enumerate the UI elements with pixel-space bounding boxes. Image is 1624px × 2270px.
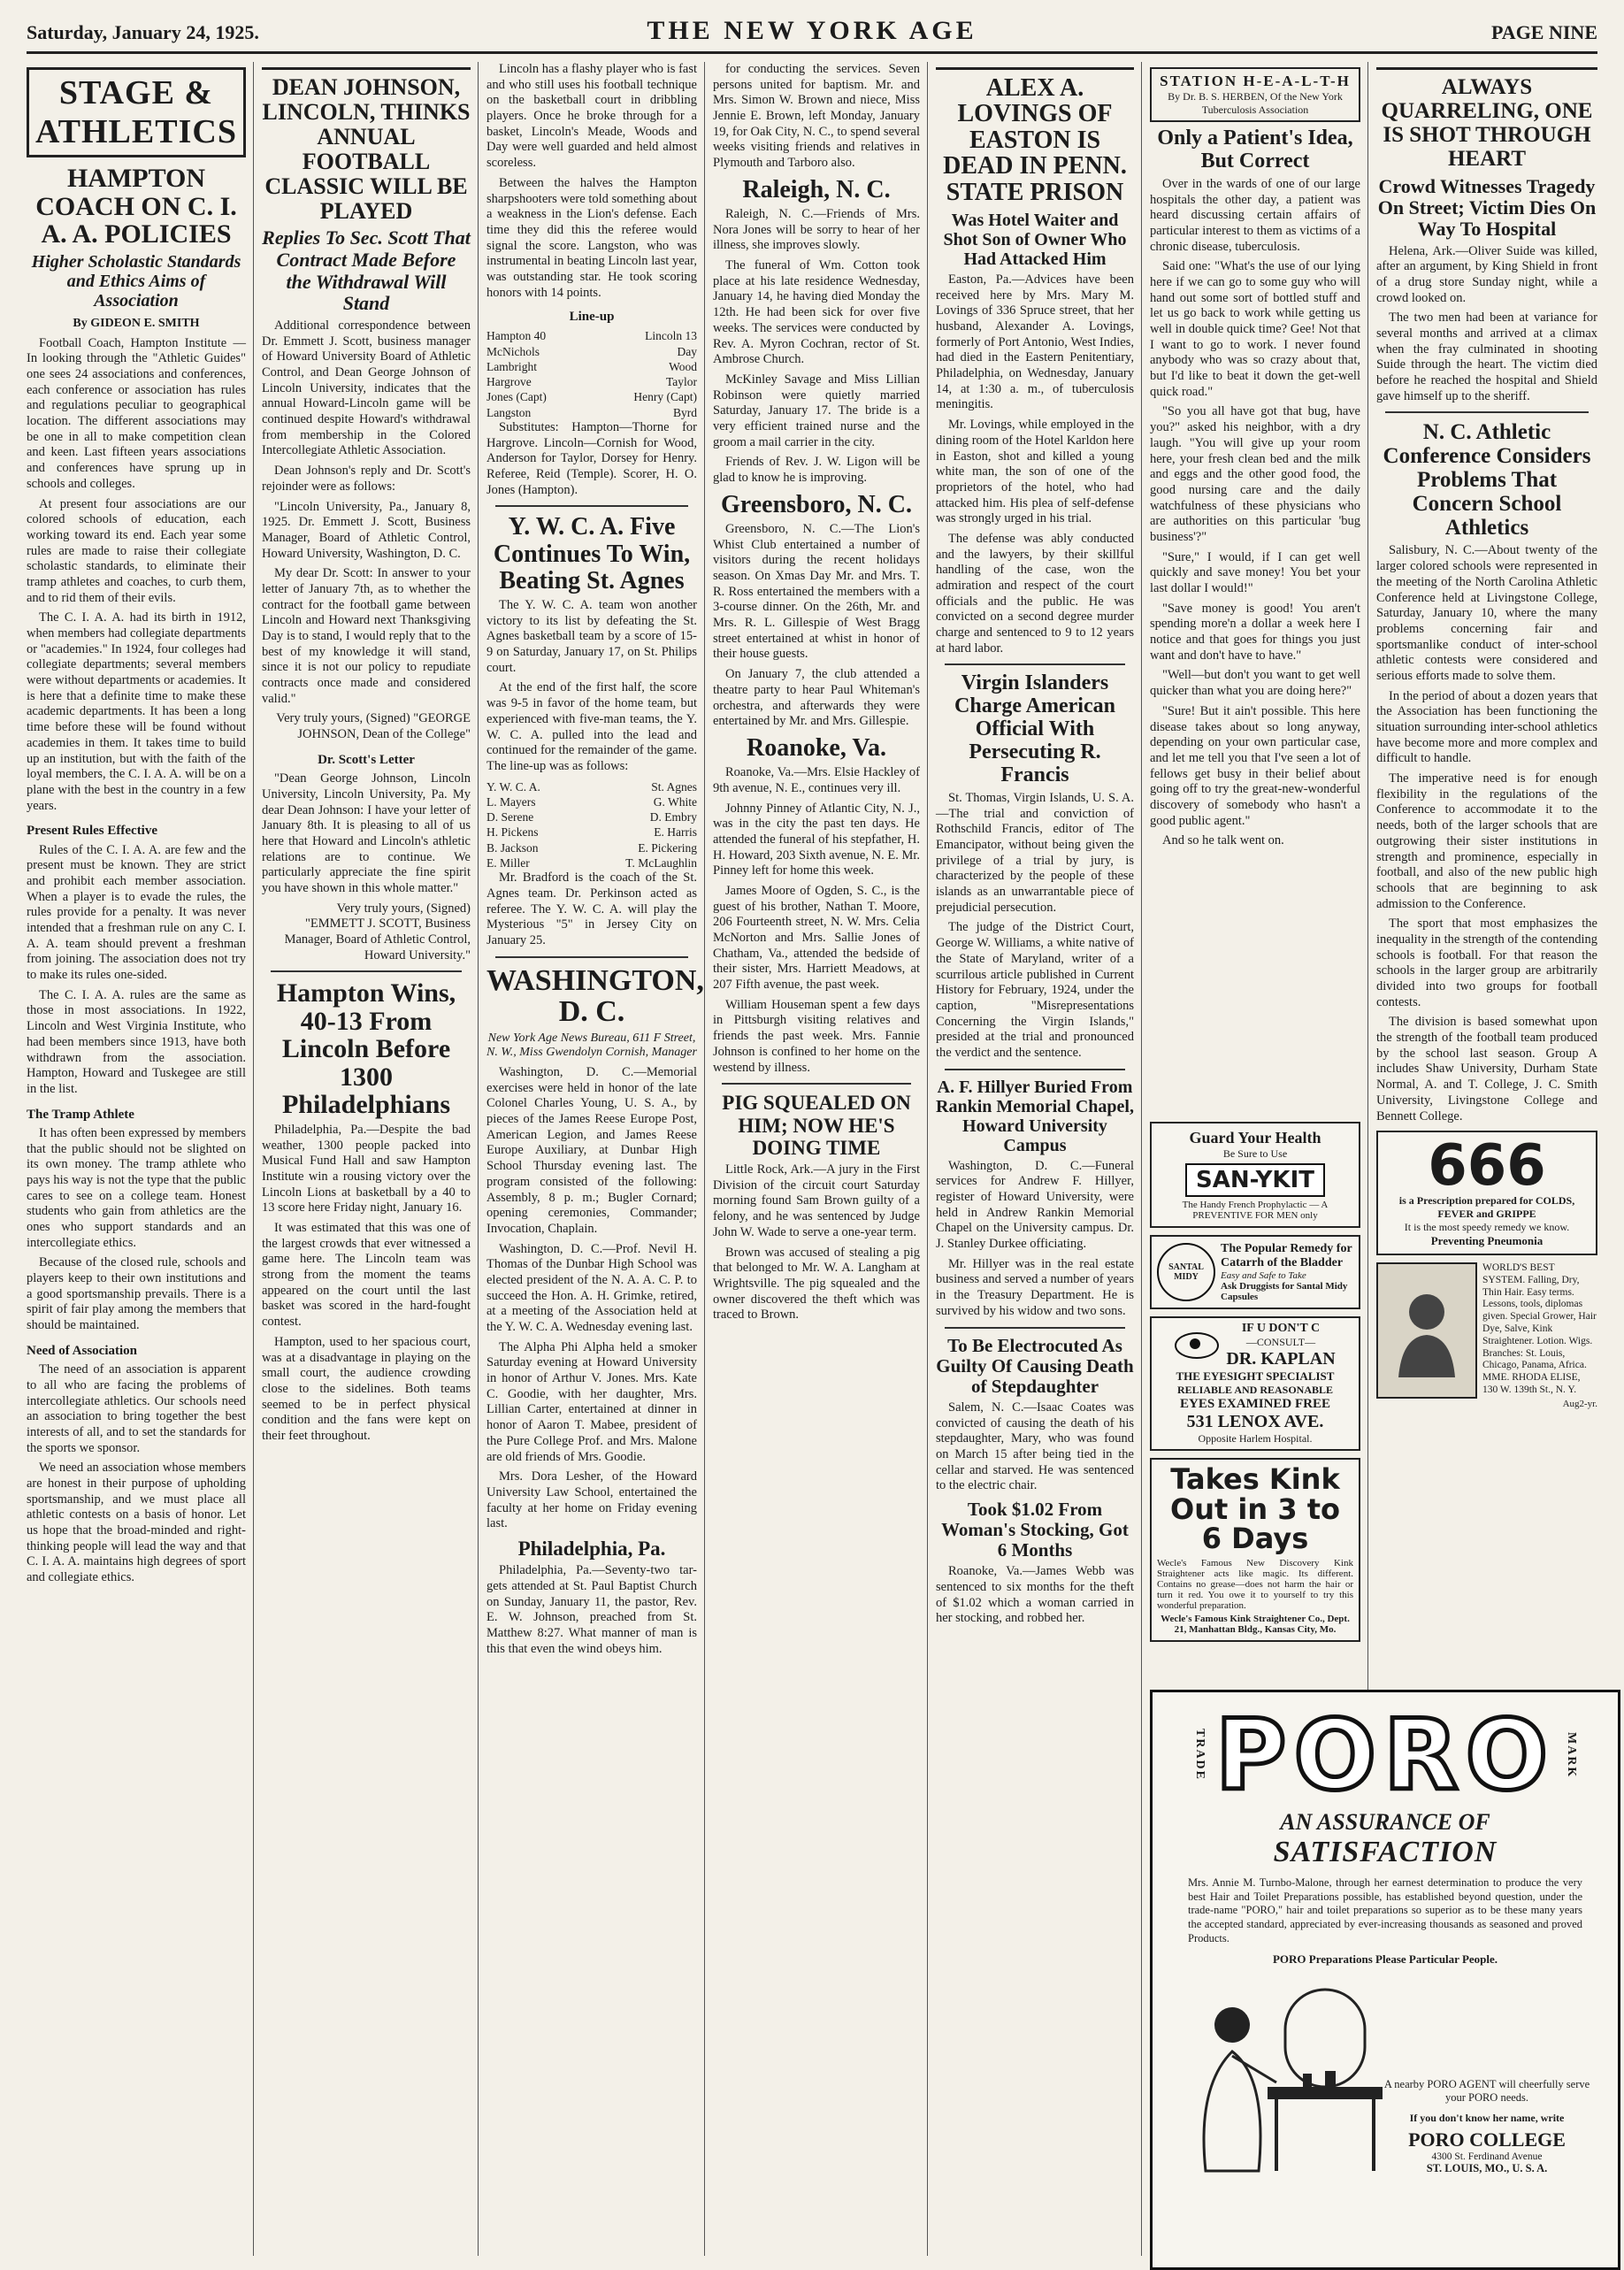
- subheadline: Higher Scholastic Standards and Ethics Aims of Association: [31, 251, 241, 311]
- paragraph: It has often been expressed by members that the public should not be slighted on its own money. The tramp athlete who pays his way is not the type that the public cares to see on a college team. Honest students who gain from athletics are the ones who support standards and an intercollegiate ethics.: [27, 1125, 246, 1250]
- ad-text: Ask Druggists for Santal Midy Capsules: [1221, 1281, 1348, 1302]
- lineup-row: [486, 359, 697, 374]
- paragraph: Washington, D. C.—Prof. Nevil H. Thomas of the Dunbar High School was elected president of the N. A. A. C. P. to succeed the Hon. A. H. Grimke, retired, at a meeting of the Association held at the Y. W. C. A. Wednesday evening last.: [486, 1241, 697, 1335]
- letter: My dear Dr. Scott: In answer to your letter of January 7th, as to whether the contract for the football game between Lincoln and Howard next Thanksgiving Day is to stand, I would reply that to the best of my knowledge it will stand, since it is not our policy to repudiate contracts once made and considered valid.": [262, 566, 471, 706]
- article-body: [936, 791, 1134, 1062]
- divider: [945, 663, 1125, 665]
- portrait-icon: [1376, 1262, 1477, 1399]
- headline-greensboro: Greensboro, N. C.: [721, 490, 912, 518]
- paragraph: Salem, N. C.—Isaac Coates was convicted of causing the death of his stepdaughter, Mary, who was found on March 15 after being tied in the cellar and starved. He was sentenced to the electric chair.: [936, 1400, 1134, 1493]
- paragraph: Hampton, used to her spacious court, was at a disadvantage in playing on the small court, the audience crowding close to the sidelines. Both teams seemed to be in perfect physical condition and the fans were kept on their feet throughout.: [262, 1334, 471, 1443]
- paragraph: Roanoke, Va.—Mrs. Elsie Hackley of 9th avenue, N. E., continues very ill.: [713, 765, 920, 795]
- lineup-row: [486, 389, 697, 404]
- article-body: [1376, 543, 1597, 1124]
- paragraph: McKinley Savage and Miss Lillian Robinson were quietly married Saturday, January 17. The bride is a very efficient trained nurse and the groom a mail carrier in the city.: [713, 372, 920, 449]
- lineup-player: Byrd: [673, 405, 697, 419]
- lineup-player: Jones (Capt): [486, 390, 547, 404]
- paragraph: Mr. Lovings, while employed in the dining room of the Hotel Karldon here in Easton, shot and killed a young white man, the son of one of the proprietors of the hotel, who had attacked him. His plea of self-defense was strongly urged in his trial.: [936, 418, 1134, 526]
- trademark-text: MARK: [1565, 1731, 1579, 1779]
- ad-dr-kaplan: [1150, 1316, 1360, 1451]
- paragraph: Mrs. Dora Lesher, of the Howard University Law School, entertained the faculty at her home on Friday evening last.: [486, 1469, 697, 1531]
- lineup-player: St. Agnes: [651, 779, 697, 794]
- column-rule: [253, 62, 254, 2256]
- paragraph: Rules of the C. I. A. A. are few and the present must be known. They are strict and prohibit each member association. When a player is to evade the rules, the rules provide for a penalty. It was never intended that a freshman rule on any C. I. A. A. team should prevent a freshman from joining. The association does not try to make its rules one-sided.: [27, 842, 246, 983]
- ad-brand: SAN-YKIT: [1185, 1163, 1325, 1197]
- divider: [945, 1327, 1125, 1329]
- ad-address: 4300 St. Ferdinand Avenue: [1431, 2151, 1543, 2163]
- lineup-player: E. Harris: [654, 825, 697, 840]
- headline-took-money: Took $1.02 From Woman's Stocking, Got 6 Months: [941, 1498, 1129, 1561]
- headline-hampton-wins: Hampton Wins, 40-13 From Lincoln Before 1300 Philadelphians: [276, 978, 456, 1120]
- headline-hampton-coach: HAMPTON COACH ON C. I. A. A. POLICIES: [35, 164, 237, 249]
- paragraph: The Alpha Phi Alpha held a smoker Saturday evening at Howard University in honor of Arthur V. Jones. Mrs. Kate C. Goodie, with her daughter, Mrs. Lillian Carter, entertained at dinner in honor of Aaron T. Mabee, president of the Pure College Prof. and Mrs. Malone are old friends of Mrs. Goodie.: [486, 1339, 697, 1464]
- lineup-player: L. Mayers: [486, 794, 536, 809]
- headline-roanoke: Roanoke, Va.: [747, 733, 886, 762]
- article-body: [713, 522, 920, 730]
- paragraph: Mr. Hillyer was in the real estate business and served a number of years in the Treasury Department. He is survived by his widow and two sons.: [936, 1256, 1134, 1318]
- subheading: The Tramp Athlete: [27, 1107, 134, 1122]
- lineup-player: Day: [677, 344, 697, 358]
- paragraph: The sport that most emphasizes the inequality in the strength of the contending schools is football. For that reason the schools in the larger group are arbitrarily divided into two groups for football contests.: [1376, 916, 1597, 1009]
- paragraph: Philadelphia, Pa.—Seventy-two tar-gets attended at St. Paul Baptist Church on Sunday, January 11, the pastor, Rev. E. W. Johnson, preached from St. Matthew 8:27. What manner of man is this that even the wind obeys him.: [486, 1563, 697, 1656]
- headline-hillyer: A. F. Hillyer Buried From Rankin Memorial Chapel, Howard University Campus: [936, 1077, 1134, 1155]
- lineup-row: [486, 779, 697, 794]
- lineup-row: [486, 794, 697, 809]
- article-body: [262, 1123, 471, 1445]
- lineup-table: [486, 779, 697, 871]
- trademark-text: TRADE: [1192, 1729, 1207, 1782]
- lineup-player: H. Pickens: [486, 825, 539, 840]
- paragraph: Raleigh, N. C.—Friends of Mrs. Nora Jones will be sorry to hear of her illness, she improves slowly.: [713, 207, 920, 253]
- masthead: [27, 12, 1597, 54]
- lineup-row: [486, 824, 697, 840]
- paragraph: Washington, D. C.—Memorial exercises were held in honor of the late Colonel Charles Young, U. S. A., by pieces of the James Reese Europe Post, American Legion, and James Reese Europe Auxiliary, at Dunbar High School Thursday evening last. The program consisted of the following: Assembly, 8 p. m.; Bugler Cornard; opening ceremonies, Commander; Invocation, Chaplain.: [486, 1065, 697, 1236]
- lineup-player: Henry (Capt): [633, 390, 697, 404]
- headline-pig-squealed: PIG SQUEALED ON HIM; NOW HE'S DOING TIME: [722, 1092, 911, 1159]
- paragraph: The division is based somewhat upon the strength of the football team produced by the school last season. Group A includes Shaw University, Durham State Normal, A. and T. College, J. C. Smith University, Livingstone College and Bennett College.: [1376, 1015, 1597, 1123]
- column-1: [27, 62, 246, 2256]
- newspaper-title: THE NEW YORK AGE: [647, 16, 977, 45]
- letter: "Dean George Johnson, Lincoln University, Lincoln University, Pa. My dear Dean Johnson: I have your letter of January 8th. It is pleasing to all of us here that Howard and Lincoln's athletic relations are to continue. We particularly appreciate the fine spirit you have shown in this whole matter.": [262, 771, 471, 895]
- paragraph: Washington, D. C.—Funeral services for Andrew F. Hillyer, register of Howard University, were held in Andrew Rankin Memorial Chapel on the University campus. Dr. J. Stanley Durkee officiating.: [936, 1158, 1134, 1252]
- column-6: [1150, 62, 1360, 1106]
- poro-wordmark: PORO: [1214, 1699, 1556, 1812]
- lineup-row: [486, 855, 697, 870]
- issue-date: Saturday, January 24, 1925.: [27, 21, 259, 43]
- lineup-player: Hargrove: [486, 375, 532, 389]
- column-rule: [1141, 62, 1142, 2256]
- paragraph: The two men had been at variance for several months and arrived at a climax when the fray culminated in shooting Suide through the heart. The victim died before he reached the hospital and Shield gave himself up to the sheriff.: [1376, 311, 1597, 403]
- paragraph: Little Rock, Ark.—A jury in the First Division of the circuit court Saturday morning found Sam Brown guilty of a felony, and he was sentenced by Judge John W. Wade to serve a one-year term.: [713, 1162, 920, 1239]
- article-body: [486, 870, 697, 948]
- section-heading: STAGE & ATHLETICS: [27, 67, 246, 157]
- ad-poro: [1150, 1690, 1620, 2270]
- paragraph: The Y. W. C. A. team won another victory to its list by defeating the St. Agnes basketball team by a score of 15-9 on Saturday, January 17, on St. Philips court.: [486, 598, 697, 675]
- article-body: [936, 272, 1134, 657]
- article-body: [486, 598, 697, 775]
- article-body: [1376, 244, 1597, 405]
- bureau-line: New York Age News Bureau, 611 F Street, N. W., Miss Gwendolyn Cornish, Manager: [486, 1031, 697, 1060]
- paragraph: Friends of Rev. J. W. Ligon will be glad to know he is improving.: [713, 455, 920, 486]
- paragraph: Because of the closed rule, schools and players keep to their own institutions and a good sportsmanship prevails. There is a spirit of fair play among the members that should be maintained.: [27, 1255, 246, 1333]
- paragraph: William Houseman spent a few days in Pittsburgh visiting relatives and friends the past week. Mrs. Fannie Johnson is confined to her home on the westend by illness.: [713, 997, 920, 1075]
- subheading: Present Rules Effective: [27, 824, 158, 839]
- article-body: [936, 1159, 1134, 1320]
- eye-icon: [1175, 1332, 1219, 1359]
- lineup-row: [486, 374, 697, 389]
- paragraph: At present four associations are our colored schools of education, each working toward its end. Each year some rules are made to raise their collegiate scholastic standards, to eliminate their tramp athletes and coaches, to curb them, and to rid them of their evils.: [27, 496, 246, 605]
- article-body: [486, 1563, 697, 1657]
- ad-headline: DR. KAPLAN: [1226, 1349, 1336, 1369]
- paragraph: James Moore of Ogden, S. C., is the guest of his brother, Nathan T. Moore, 206 Fourteenth street, N. W. Mrs. Celia McNorton and Mrs. Sallie Jones of Chatham, Va., attended the bedside of their sister, Mrs. Harriett Meadows, at 207 Fifth avenue, the past week.: [713, 883, 920, 993]
- lineup-player: Wood: [669, 359, 697, 373]
- article-body: [27, 336, 246, 1586]
- article-body: [936, 1564, 1134, 1627]
- paragraph: At the end of the first half, the score was 9-5 in favor of the home team, but experienced with five-man teams, the Y. W. C. A. pulled into the lead and continued for the remainder of the game. The line-up was as follows:: [486, 680, 697, 773]
- headline-dean-johnson: DEAN JOHNSON, LINCOLN, THINKS ANNUAL FOOTBALL CLASSIC WILL BE PLAYED: [262, 67, 471, 224]
- paragraph: It was estimated that this was one of the largest crowds that ever witnessed a game here. The Lincoln team was strong from the moment the teams appeared on the court until the last basket was scored in the hard-fought contest.: [262, 1221, 471, 1330]
- subheadline: Replies To Sec. Scott That Contract Made Before the Withdrawal Will Stand: [262, 226, 471, 315]
- paragraph: "Sure," I would, if I can get well quickly and save money! You bet your last dollar I would!": [1150, 549, 1360, 595]
- column-rule: [927, 62, 928, 2256]
- paragraph: We need an association whose members are honest in their purpose of upholding sportsmanship, and we must place all athletic contests on a basis of honor. Let us hope that the broad-minded and right-thinking people will lead the way and that C. I. A. A. maintains high degrees of sport and collegiate ethics.: [27, 1461, 246, 1585]
- paragraph: The judge of the District Court, George W. Williams, a white native of the State of Maryland, writer of a scurrilous article published in Current History for February, 1924, under the caption, "Misrepresentations Concerning the Virgin Islands," presided at the trial and pronounced the verdict and the sentence.: [936, 920, 1134, 1060]
- article-body: [262, 318, 471, 963]
- paragraph: Brown was accused of stealing a pig that belonged to Mr. W. A. Langham at Wrightsville. The pig squealed and the owner discovered the theft which was traced to Brown.: [713, 1245, 920, 1323]
- article-body: [486, 62, 697, 301]
- article-body: [486, 420, 697, 498]
- paragraph: "Save money is good! You aren't spending more'n a dollar a week here I notice and that goes for things you just want and don't have to have.": [1150, 601, 1360, 663]
- ad-text: Mrs. Annie M. Turnbo-Malone, through her earnest determination to produce the very best Hair and Toilet Preparations possible, has established beyond question, under the trade-name "PORO," hair and toilet preparations so superior as to be these many years the accepted standard, appreciated by ever-increasing thousands as seasoned and proved Products.: [1188, 1876, 1582, 1944]
- paragraph: The imperative need is for enough flexibility in the regulations of the Conference to accommodate it to the needs, both of the larger schools that are outgrowing their sister institutions in strength and prominence, especially in football, and also of the new public high schools that are beginning to ask admission to the Conference.: [1376, 771, 1597, 911]
- column-rule: [704, 62, 705, 2256]
- poro-logo: [1161, 1699, 1609, 1812]
- paragraph: Substitutes: Hampton—Thorne for Hargrove. Lincoln—Cornish for Wood, Anderson for Taylor, Dorsey for Henry. Referee, Reid (Temple). Scorer, H. O. Jones (Hampton).: [486, 419, 697, 497]
- article-body: [713, 207, 920, 487]
- paragraph: And so he talk went on.: [1162, 833, 1284, 848]
- ad-text: It is the most speedy remedy we know.: [1404, 1221, 1570, 1233]
- paragraph: Dean Johnson's reply and Dr. Scott's rejoinder were as follows:: [262, 464, 471, 494]
- paragraph: Easton, Pa.—Advices have been received here by Mrs. Mary M. Lovings of 336 Spruce street, that her husband, Alexander A. Lovings, formerly of Port Antonio, West Indies, had died in the Eastern Penitentiary, Philadelphia, on Wednesday, January 14, at 1:30 a. m., of tuberculosis meningitis.: [936, 272, 1134, 412]
- signature: Very truly yours, (Signed) "GEORGE JOHNSON, Dean of the College": [276, 711, 471, 742]
- paragraph: The C. I. A. A. had its birth in 1912, when members had collegiate departments or "academies." In 1924, four colleges had collegiate departments; several members were without departments or academies. It is here that a definite time to make these academic departments. It has been a long time before these will be found without academies in them. It takes time to build up an institution, but with the faith of the loyal members, the C. I. A. A. will be on a plane with the best in the country in a few years.: [27, 610, 246, 813]
- lineup-player: Taylor: [665, 375, 697, 389]
- paragraph: Between the halves the Hampton sharpshooters were told something about a weakness in the Lion's defense. Each time they did this the referee would signal the score. Langston, who was instrumental in beating Lincoln last year, was outstanding star. He took scoring honors with 14 points.: [486, 175, 697, 300]
- paragraph: "So you all have got that bug, have you?" asked his neighbor, with a dry laugh. "You will give up your room here, your fresh clean bed and the milk and eggs and the other good food, the good nursing care and the daily watchfulness of these physicians who are authorities on this particular 'bug business'?": [1150, 404, 1360, 544]
- ad-text: If you don't know her name, write: [1409, 2112, 1565, 2125]
- column-5: [936, 62, 1134, 2256]
- woman-at-vanity-icon: [1170, 1972, 1383, 2175]
- ad-headline: 666: [1428, 1133, 1546, 1199]
- paragraph: Additional correspondence between Dr. Emmett J. Scott, business manager of Howard University Board of Athletic Control, and Dean George Johnson of Lincoln University, indicates that the annual Howard-Lincoln game will be continued despite Howard's withdrawal from membership in the Colored Intercollegiate Athletic Association.: [262, 318, 471, 458]
- paragraph: Salisbury, N. C.—About twenty of the larger colored schools were represented in the meeting of the North Carolina Athletic Conference held at Livingstone College, Saturday, January 10, where the many problems concerning fair and sportsmanlike conduct of inter-school athletic contests were considered and serious efforts made to solve them.: [1376, 543, 1597, 683]
- lineup-player: B. Jackson: [486, 840, 539, 855]
- ad-sanykit: [1150, 1122, 1360, 1228]
- lineup-player: Lambright: [486, 359, 537, 373]
- byline: By GIDEON E. SMITH: [73, 316, 200, 330]
- page-number: PAGE NINE: [1491, 21, 1597, 43]
- headline-patient-idea: Only a Patient's Idea, But Correct: [1157, 127, 1353, 173]
- ad-headline: Takes Kink Out in 3 to 6 Days: [1170, 1462, 1340, 1556]
- subheading: Need of Association: [27, 1343, 137, 1358]
- paragraph: On January 7, the club attended a theatre party to hear Paul Whiteman's orchestra, and afterwards they were entertained by Mr. and Mrs. Gillespie.: [713, 667, 920, 729]
- divider: [1385, 411, 1589, 413]
- ad-brand: PORO COLLEGE: [1408, 2128, 1566, 2151]
- headline-virgin-islanders: Virgin Islanders Charge American Official With Persecuting R. Francis: [954, 671, 1115, 787]
- column-7: [1376, 62, 1597, 1123]
- divider: [722, 1083, 911, 1085]
- paragraph: The C. I. A. A. rules are the same as those in most associations. In 1922, Lincoln and West Virginia Institute, who had been members since 1913, have both withdrawn from the association. Hampton, Howard and Tuskegee are still in the list.: [27, 987, 246, 1096]
- lineup-player: Lincoln 13: [645, 329, 697, 343]
- headline-always-quarreling: ALWAYS QUARRELING, ONE IS SHOT THROUGH HEART: [1376, 67, 1597, 171]
- ad-text: Wecle's Famous New Discovery Kink Straightener acts like magic. Its different. Contains no grease—does not harm the hair or turn it red. You owe it to yourself to try this wonderful preparation.: [1157, 1557, 1353, 1611]
- ad-text: is a Prescription prepared for COLDS, FEVER and GRIPPE: [1398, 1194, 1575, 1220]
- lineup-player: Langston: [486, 405, 532, 419]
- ad-text: RELIABLE AND REASONABLE: [1176, 1384, 1334, 1396]
- subheadline: Was Hotel Waiter and Shot Son of Owner Who Had Attacked Him: [943, 210, 1127, 269]
- lineup-title: Line-up: [569, 310, 615, 325]
- lineup-row: [486, 405, 697, 420]
- column-title: STATION H-E-A-L-T-H: [1160, 73, 1351, 89]
- paragraph: The funeral of Wm. Cotton took place at his late residence Wednesday, January 14, he having died Monday the 12th. He had been sick for over five weeks. The services were conducted by Rev. A. Myron Cochran, rector of St. Ambrose Church.: [713, 258, 920, 367]
- lineup-player: D. Embry: [649, 810, 697, 824]
- headline-nc-athletic: N. C. Athletic Conference Considers Problems That Concern School Athletics: [1383, 420, 1591, 541]
- paragraph: Over in the wards of one of our large hospitals the other day, a patient was heard discussing certain affairs of particular interest to them as victims of a chronic disease, tuberculosis.: [1150, 176, 1360, 254]
- ad-kink-out: [1150, 1458, 1360, 1642]
- ad-address: ST. LOUIS, MO., U. S. A.: [1426, 2162, 1548, 2175]
- ad-text: EYES EXAMINED FREE: [1179, 1397, 1331, 1411]
- divider: [271, 970, 462, 972]
- subheadline: Crowd Witnesses Tragedy On Street; Victim Dies On Way To Hospital: [1377, 175, 1597, 241]
- headline-raleigh: Raleigh, N. C.: [742, 175, 891, 203]
- paragraph: Greensboro, N. C.—The Lion's Whist Club entertained a number of visitors during the recent holidays season. On Xmas Day Mr. and Mrs. T. R. Ross entertained the members with a 3-course dinner. On the 26th, Mr. and Mrs. R. L. Gillespie of West Bragg street entertained at whist in honor of their house guests.: [713, 521, 920, 662]
- column-4: [713, 62, 920, 2256]
- lineup-table: [486, 328, 697, 420]
- ad-text: Be Sure to Use: [1222, 1147, 1288, 1160]
- lineup-row: [486, 809, 697, 824]
- ad-headline: Guard Your Health: [1189, 1129, 1321, 1147]
- ad-headline: SATISFACTION: [1273, 1836, 1498, 1868]
- ad-rhoda-elise: [1376, 1262, 1597, 1409]
- lineup-player: G. White: [653, 794, 697, 809]
- paragraph: Football Coach, Hampton Institute — In looking through the "Athletic Guides" one sees 24 associations and conferences, each conference or association has rules and regulations peculiar to geographical location. The different associations may be one in all to make competition clean and keen. Last fifteen years associations and conferences have sprung up in schools and colleges.: [27, 335, 246, 491]
- lineup-player: D. Serene: [486, 810, 534, 824]
- paragraph: The defense was ably conducted and the lawyers, by their skillful handling of the case, won the admiration and respect of the court officials and the public. He was convicted on a second degree murder charge and sentenced to 9 to 12 years at hard labor.: [936, 531, 1134, 656]
- paragraph: Johnny Pinney of Atlantic City, N. J., was in the city the past ten days. He attended the funeral of his stepfather, H. H. Howard, 203 Sixth avenue, N. E. Mr. Pinney left for home this week.: [713, 801, 920, 878]
- byline: By Dr. B. S. HERBEN, Of the New York Tuberculosis Association: [1168, 90, 1343, 116]
- lineup-player: Y. W. C. A.: [486, 779, 540, 794]
- health-column-header: [1150, 67, 1360, 122]
- santal-seal: SANTAL MIDY: [1157, 1243, 1215, 1301]
- column-rule: [478, 62, 479, 2256]
- subheading: Dr. Scott's Letter: [318, 752, 415, 767]
- ad-text: —CONSULT—: [1245, 1336, 1316, 1348]
- headline-ywca: Y. W. C. A. Five Continues To Win, Beating St. Agnes: [493, 513, 691, 594]
- paragraph: "Sure! But it ain't possible. This here disease takes about so long anyway, depending on your own particular case, and let me tell you that I've seen a lot of fellows get busy in their belief about going off to try the great-new-wonderful discovery of somebody who hasn't a good public agent.": [1150, 703, 1360, 828]
- ad-text: Opposite Harlem Hospital.: [1198, 1432, 1313, 1445]
- ad-headline: The Popular Remedy for Catarrh of the Bladder: [1221, 1242, 1352, 1269]
- paragraph: Lincoln has a flashy player who is fast and who still uses his football technique on the basketball court in dribbling players. Once he broke through for a basket, Lincoln's Meade, Woods and Day were well guarded and held almost scoreless.: [486, 62, 697, 171]
- lineup-row: [486, 344, 697, 359]
- lineup-row: [486, 328, 697, 343]
- column-2: [262, 62, 471, 2256]
- article-body: [713, 765, 920, 1076]
- headline-washington: WASHINGTON, D. C.: [486, 963, 704, 1029]
- article-body: [486, 1065, 697, 1532]
- ad-text: PORO Preparations Please Particular People.: [1272, 1952, 1498, 1967]
- ads-column-7: [1376, 1123, 1597, 1416]
- headline-lovings: ALEX A. LOVINGS OF EASTON IS DEAD IN PENN. STATE PRISON: [936, 67, 1134, 205]
- ad-666: [1376, 1131, 1597, 1255]
- ad-text: IF U DON'T C: [1241, 1322, 1321, 1335]
- paragraph: Philadelphia, Pa.—Despite the bad weather, 1300 people packed into Musical Fund Hall and saw Hampton Institute win a rousing victory over the Lincoln Lions at basketball by a 40 to 13 score here Friday night, January 16.: [262, 1122, 471, 1216]
- ad-santal-midy: [1150, 1235, 1360, 1309]
- lineup-row: [486, 840, 697, 855]
- headline-electrocuted: To Be Electrocuted As Guilty Of Causing Death of Stepdaughter: [936, 1334, 1134, 1397]
- paragraph: "Well—but don't you want to get well quicker than what you are doing here?": [1150, 668, 1360, 699]
- ad-text: WORLD'S BEST SYSTEM. Falling, Dry, Thin Hair. Easy terms. Lessons, tools, diplomas given. Special Grower, Hair Dye, Salve, Kink Straightener. Lotion. Wigs. Branches: St. Louis, Chicago, Panama, Africa. MME. RHODA ELISE, 130 W. 139th St., N. Y.: [1482, 1262, 1597, 1395]
- lineup-player: T. McLaughlin: [625, 855, 697, 870]
- ad-address: Wecle's Famous Kink Straightener Co., Dept. 21, Manhattan Bldg., Kansas City, Mo.: [1161, 1613, 1350, 1635]
- paragraph: Helena, Ark.—Oliver Suide was killed, after an argument, by King Shield in front of a drug store Sunday night, while a crowd looked on.: [1376, 243, 1597, 305]
- ad-text: Preventing Pneumonia: [1430, 1234, 1544, 1247]
- article-body: [1150, 177, 1360, 849]
- ad-text: A nearby PORO AGENT will cheerfully serve your PORO needs.: [1383, 2078, 1590, 2105]
- column-3: [486, 62, 704, 2256]
- paragraph: St. Thomas, Virgin Islands, U. S. A.—The trial and conviction of Rothschild Francis, editor of The Emancipator, without being given the privilege of a trial by jury, is characterized by the people of these islands as an unwarrantable piece of prejudicial persecution.: [936, 790, 1134, 915]
- letter: "Lincoln University, Pa., January 8, 1925. Dr. Emmett J. Scott, Business Manager, Board of Athletic Control, Howard University, Washington, D. C.: [262, 499, 471, 561]
- divider: [495, 505, 688, 507]
- headline-philadelphia: Philadelphia, Pa.: [517, 1537, 666, 1560]
- paragraph: Roanoke, Va.—James Webb was sentenced to six months for the theft of $1.02 which a woman carried in her stocking, and robbed her.: [936, 1564, 1134, 1626]
- paragraph: Said one: "What's the use of our lying here if we can go to some guy who will hand out some sort of bottled stuff and let us go back to work while getting us well in double quick time? Gee! Not that I want to go to work. I never found anybody who was so crazy about that, but I'd like to beat it down the get-well quick road.": [1150, 259, 1360, 399]
- lineup-player: McNichols: [486, 344, 540, 358]
- article-body: [713, 62, 920, 172]
- ad-text: Easy and Safe to Take: [1221, 1270, 1306, 1281]
- divider: [495, 956, 688, 958]
- lineup-player: Hampton 40: [486, 329, 547, 343]
- ad-address: 531 LENOX AVE.: [1186, 1412, 1324, 1431]
- paragraph: Mr. Bradford is the coach of the St. Agnes team. Dr. Perkinson acted as referee. The Y. W. C. A. will play the Mysterious "5" in Jersey City on January 25.: [486, 870, 697, 947]
- article-body: [936, 1400, 1134, 1494]
- ad-text: THE EYESIGHT SPECIALIST: [1176, 1369, 1335, 1383]
- ad-headline: AN ASSURANCE OF: [1280, 1809, 1490, 1835]
- signature: Very truly yours, (Signed) "EMMETT J. SCOTT, Business Manager, Board of Athletic Control, Howard University.": [284, 901, 471, 962]
- lineup-player: E. Pickering: [638, 840, 697, 855]
- divider: [945, 1069, 1125, 1070]
- article-body: [713, 1162, 920, 1323]
- ad-text: The Handy French Prophylactic — A PREVENTIVE FOR MEN only: [1182, 1200, 1329, 1221]
- lineup-player: E. Miller: [486, 855, 530, 870]
- paragraph: In the period of about a dozen years that the Association has been functioning the situation surrounding inter-school athletics have become more and more complex and difficult to handle.: [1376, 688, 1597, 766]
- ad-date: Aug2-yr.: [1562, 1398, 1597, 1409]
- paragraph: for conducting the services. Seven persons united for baptism. Mr. and Mrs. Simon W. Brown and niece, Miss Jennie E. Brown, left Monday, January 19, for Oak City, N. C., to spend several weeks visiting friends and relatives in Plymouth and Tarboro also.: [713, 62, 920, 171]
- paragraph: The need of an association is apparent to all who are facing the problems of intercollegiate athletics. Our schools need an association to bring together the best interests of all, and to set the standards for the sports we sponsor.: [27, 1362, 246, 1455]
- ads-column-6: [1150, 1115, 1360, 1649]
